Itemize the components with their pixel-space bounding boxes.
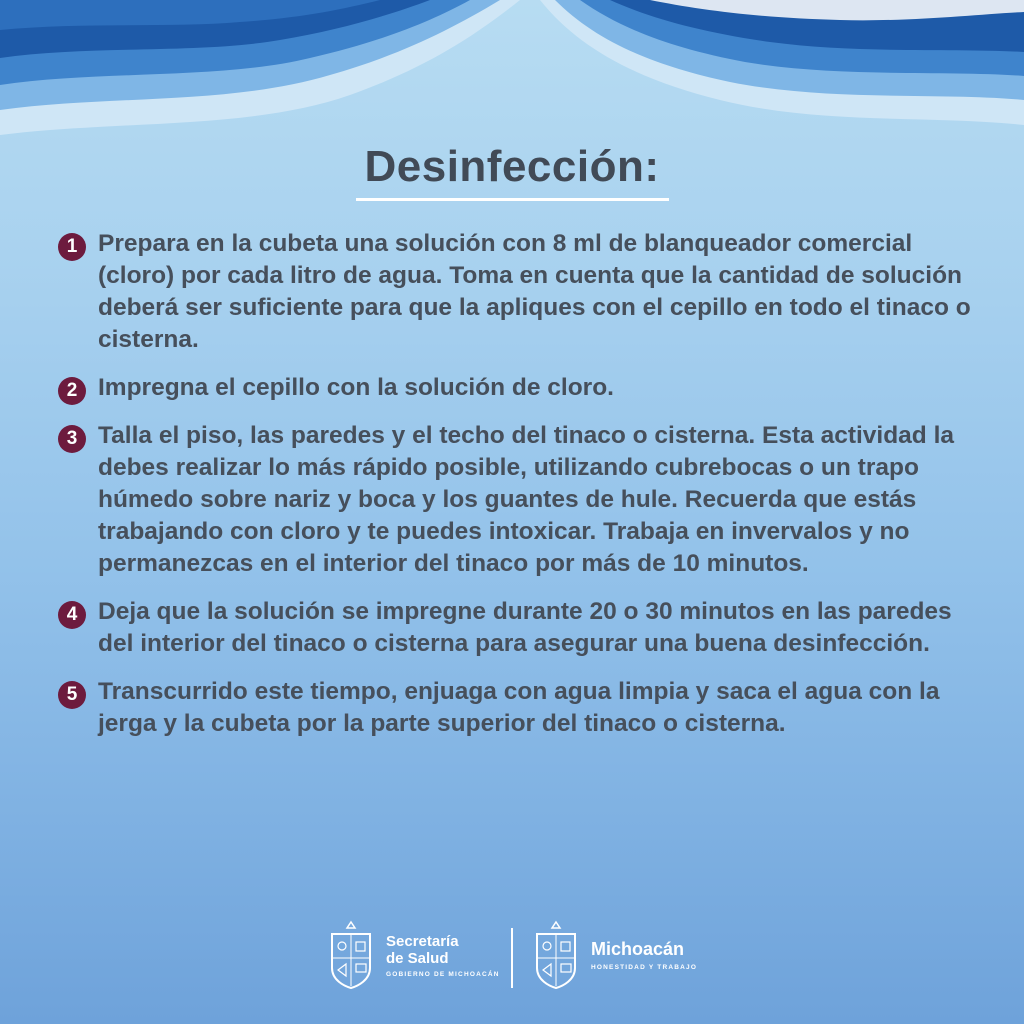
step-number-badge: 5 xyxy=(58,681,86,709)
page-title: Desinfección: xyxy=(364,142,660,191)
list-item xyxy=(58,228,978,356)
step-number-badge: 1 xyxy=(58,233,86,261)
step-number-badge: 4 xyxy=(58,601,86,629)
list-item xyxy=(58,420,978,580)
title-underline xyxy=(356,198,669,201)
step-text: Prepara en la cubeta una solución con 8 ml de blanqueador comercial (cloro) por cada litro de agua. Toma en cuenta que la cantidad de solución deberá ser suficiente para que la apliques con el cepillo en todo el tinaco o cisterna. xyxy=(98,230,971,353)
step-text: Transcurrido este tiempo, enjuaga con agua limpia y saca el agua con la jerga y la cubeta por la parte superior del tinaco o cisterna. xyxy=(98,678,940,737)
list-item xyxy=(58,676,978,740)
michoacan-logo xyxy=(533,920,697,990)
step-text: Deja que la solución se impregne durante 20 o 30 minutos en las paredes del interior del tinaco o cisterna para asegurar una buena desinfección. xyxy=(98,598,952,657)
logo-line2: de Salud xyxy=(386,949,449,967)
secretaria-salud-logo xyxy=(328,920,500,990)
logo-subtitle: GOBIERNO DE MICHOACÁN xyxy=(386,970,500,978)
coat-of-arms-icon xyxy=(533,920,579,990)
logo-name: Michoacán xyxy=(591,939,685,959)
coat-of-arms-icon xyxy=(328,920,374,990)
list-item xyxy=(58,596,978,660)
step-text: Talla el piso, las paredes y el techo del tinaco o cisterna. Esta actividad la debes realizar lo más rápido posible, utilizando cubrebocas o un trapo húmedo sobre nariz y boca y los guantes de hule. Recuerda que estás trabajando con cloro y te puedes intoxicar. Trabaja en invervalos y no permanezcas en el interior del tinaco por más de 10 minutos. xyxy=(98,422,955,577)
footer-logos xyxy=(0,920,1024,996)
steps-list xyxy=(58,228,978,756)
step-number-badge: 2 xyxy=(58,377,86,405)
step-text: Impregna el cepillo con la solución de cloro. xyxy=(98,374,614,401)
logo-subtitle: HONESTIDAD Y TRABAJO xyxy=(591,964,698,971)
list-item xyxy=(58,372,978,404)
step-number-badge: 3 xyxy=(58,425,86,453)
footer-divider xyxy=(511,928,513,988)
logo-line1: Secretaría xyxy=(386,932,459,950)
